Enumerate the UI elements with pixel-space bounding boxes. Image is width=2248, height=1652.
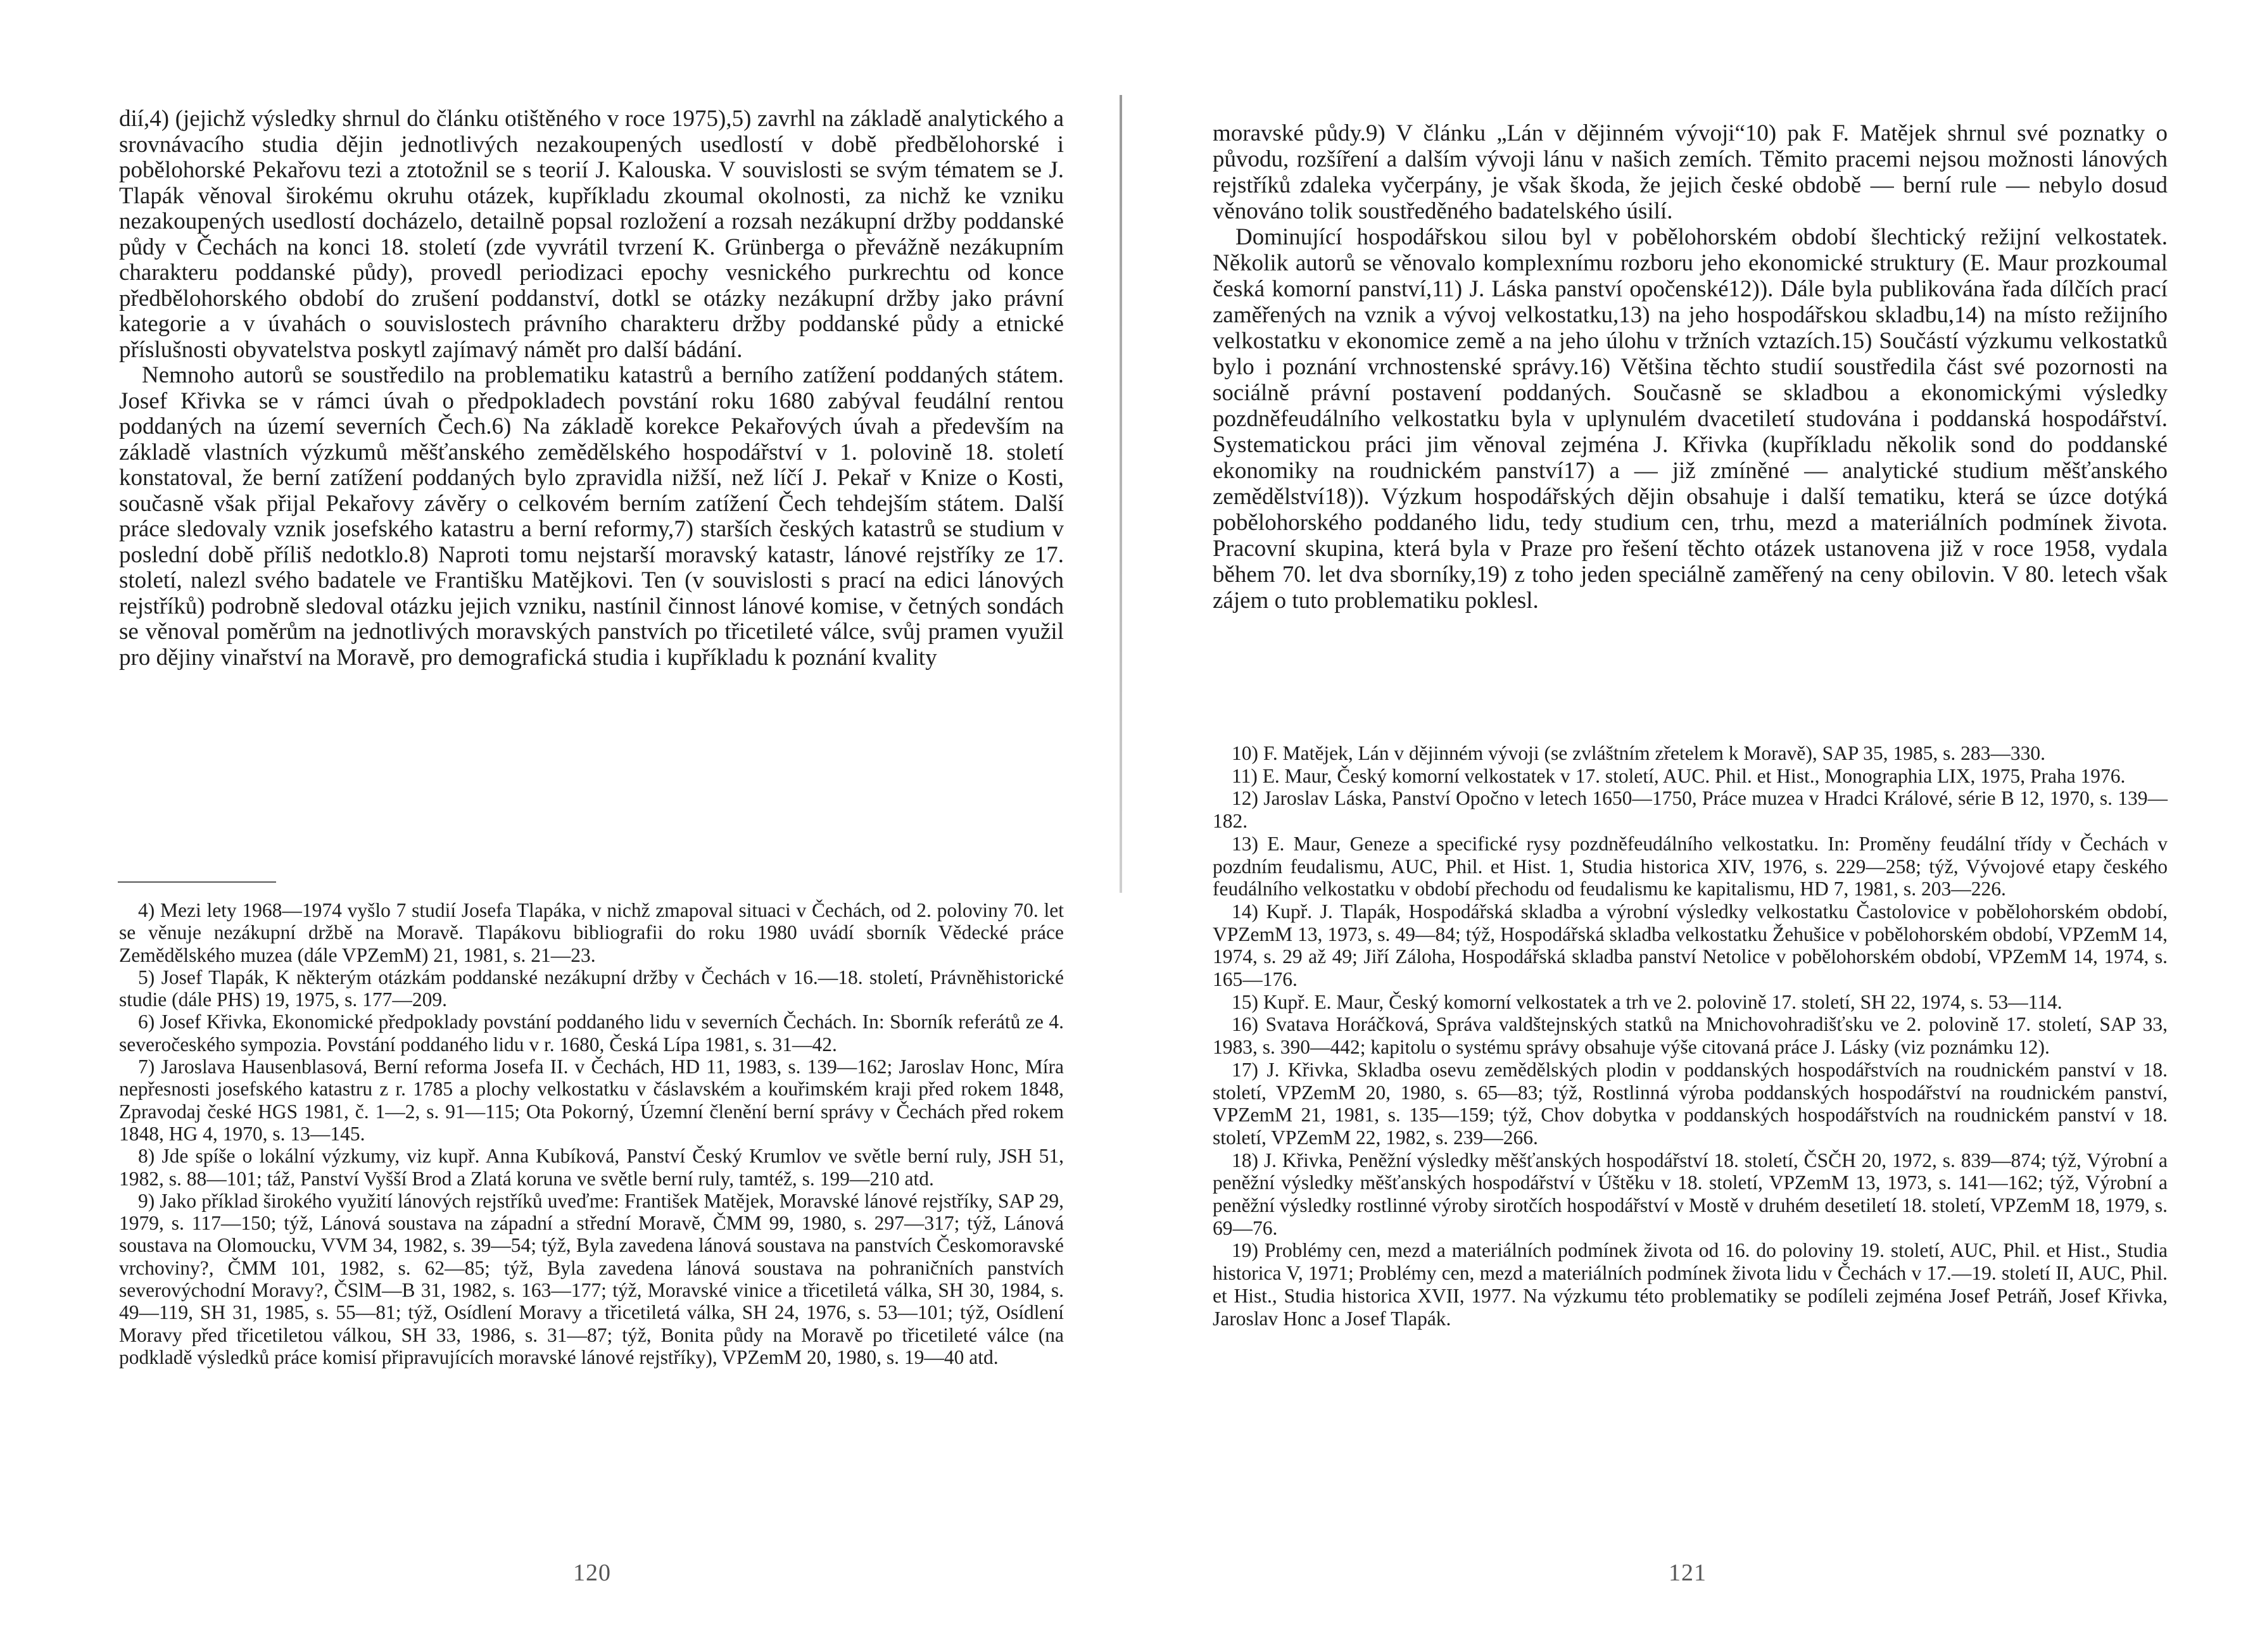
footnote: 11) E. Maur, Český komorní velkostatek v 17. století, AUC. Phil. et Hist., Monographia LIX, 1975, Praha 1976. (1232, 764, 2126, 787)
footnote: 10) F. Matějek, Lán v dějinném vývoji (se zvláštním zřetelem k Moravě), SAP 35, 1985, s. 283—330. (1232, 742, 2045, 764)
footnote: 16) Svatava Horáčková, Správa valdštejnských statků na Mnichovohradišťsku ve 2. polovině 17. století, SAP 33, 1983, s. 390—442; kapitolu o systému správy obsahuje výše citovaná práce J. Lásky (viz poznámku 12). (1213, 1013, 2168, 1059)
left-body-paragraph: dií,4) (jejichž výsledky shrnul do článku otištěného v roce 1975),5) zavrhl na základě analytického a srovnávacího studia dějin jednotlivých nezakoupených usedlostí v době předbělohorské i pobělohorské Pekařovu tezi a ztotožnil se s teorií J. Kalouska. V souvislosti se svým tématem se J. Tlapák věnoval širokému okruhu otázek, kupříkladu zkoumal okolnosti, za nichž ke vzniku nezakoupených usedlostí docházelo, detailně popsal rozložení a rozsah nezákupní držby poddanské půdy v Čechách na konci 18. století (zde vyvrátil tvrzení K. Grünberga o převážně nezákupním charakteru poddanské půdy), provedl periodizaci epochy vesnického purkrechtu od konce předbělohorského období do zrušení poddanství, dotkl se otázky nezákupní držby jako právní kategorie a v úvahách o souvislostech právního charakteru držby poddanské půdy a etnické příslušnosti obyvatelstva poskytl zajímavý námět pro další bádání. (119, 106, 1064, 363)
right-body-text (1213, 120, 2168, 614)
page-number: 120 (573, 1560, 611, 1586)
footnote-separator (118, 881, 276, 883)
left-body-text (119, 106, 1064, 671)
footnote: 4) Mezi lety 1968—1974 vyšlo 7 studií Josefa Tlapáka, v nichž zmapoval situaci v Čechách, od 2. poloviny 70. let se věnuje nezákupní držbě na Moravě. Tlapákovu bibliografii do roku 1980 uvádí sborník Vědecké práce Zemědělského muzea (dále VPZemM) 21, 1981, s. 21—23. (119, 899, 1064, 966)
footnote: 9) Jako příklad širokého využití lánových rejstříků uveďme: František Matějek, Moravské lánové rejstříky, SAP 29, 1979, s. 117—150; týž, Lánová soustava na západní a střední Moravě, ČMM 99, 1980, s. 297—317; týž, Lánová soustava na Olomoucku, VVM 34, 1982, s. 39—54; týž, Byla zavedena lánová soustava na panstvích Českomoravské vrchoviny?, ČMM 101, 1982, s. 62—85; týž, Byla zavedena lánová soustava na pohraničních panstvích severovýchodní Moravy?, ČSlM—B 31, 1982, s. 163—177; týž, Moravské vinice a třicetiletá válka, SH 30, 1984, s. 49—119, SH 31, 1985, s. 55—81; týž, Osídlení Moravy a třicetiletá válka, SH 24, 1976, s. 53—101; týž, Osídlení Moravy před třicetiletou válkou, SH 33, 1986, s. 31—87; týž, Bonita půdy na Moravě po třicetileté válce (na podkladě výsledků práce komisí připravujících moravské lánové rejstříky), VPZemM 20, 1980, s. 19—40 atd. (119, 1189, 1064, 1368)
footnote: 5) Josef Tlapák, K některým otázkám poddanské nezákupní držby v Čechách v 16.—18. století, Právněhistorické studie (dále PHS) 19, 1975, s. 177—209. (119, 966, 1064, 1011)
footnote: 14) Kupř. J. Tlapák, Hospodářská skladba a výrobní výsledky velkostatku Častolovice v pobělohorském období, VPZemM 13, 1973, s. 49—84; týž, Hospodářská skladba velkostatku Žehušice v pobělohorském období, VPZemM 14, 1974, s. 29 až 49; Jiří Záloha, Hospodářská skladba panství Netolice v pobělohorském období, VPZemM 14, 1974, s. 165—176. (1213, 900, 2168, 991)
footnote: 12) Jaroslav Láska, Panství Opočno v letech 1650—1750, Práce muzea v Hradci Králové, série B 12, 1970, s. 139—182. (1213, 787, 2168, 833)
footnote: 15) Kupř. E. Maur, Český komorní velkostatek a trh ve 2. polovině 17. století, SH 22, 1974, s. 53—114. (1232, 990, 2062, 1013)
right-footnotes (1213, 742, 2168, 1330)
page-number: 121 (1669, 1560, 1707, 1586)
footnote: 19) Problémy cen, mezd a materiálních podmínek života od 16. do poloviny 19. století, AUC, Phil. et Hist., Studia historica V, 1971; Problémy cen, mezd a materiálních podmínek života lidu v Čechách v 17.—19. století II, AUC, Phil. et Hist., Studia historica XVII, 1977. Na výzkumu této problematiky se podíleli zejména Josef Petráň, Josef Křivka, Jaroslav Honc a Josef Tlapák. (1213, 1239, 2168, 1330)
right-body-paragraph: Dominující hospodářskou silou byl v pobělohorském období šlechtický režijní velkostatek. Několik autorů se věnovalo komplexnímu rozboru jeho ekonomické struktury (E. Maur prozkoumal česká komorní panství,11) J. Láska panství opočenské12)). Dále byla publikována řada dílčích prací zaměřených na vznik a vývoj velkostatku,13) na jeho hospodářskou skladbu,14) na místo režijního velkostatku v ekonomice země a na jeho úlohu v tržních vztazích.15) Součástí výzkumu velkostatků bylo i poznání vrchnostenské správy.16) Většina těchto studií soustředila část své pozornosti na sociálně právní postavení poddaných. Současně se skladbou a ekonomickými výsledky pozdněfeudálního velkostatku byla v uplynulém dvacetiletí studována i poddanská hospodářství. Systematickou práci jim věnoval zejména J. Křivka (kupříkladu několik sond do poddanské ekonomiky na roudnickém panství17) a — již zmíněné — analytické studium měšťanského zemědělství18)). Výzkum hospodářských dějin obsahuje i další tematiku, která se úzce dotýká pobělohorského poddaného lidu, tedy studium cen, trhu, mezd a materiálních podmínek života. Pracovní skupina, která byla v Praze pro řešení těchto otázek ustanovena již v roce 1958, vydala během 70. let dva sborníky,19) z toho jeden speciálně zaměřený na ceny obilovin. V 80. letech však zájem o tuto problematiku poklesl. (1213, 224, 2168, 614)
left-body-paragraph: Nemnoho autorů se soustředilo na problematiku katastrů a berního zatížení poddaných státem. Josef Křivka se v rámci úvah o předpokladech povstání roku 1680 zabýval feudální rentou poddaných na území severních Čech.6) Na základě korekce Pekařových úvah a především na základě vlastních výzkumů měšťanského zemědělského hospodářství v 1. polovině 18. století konstatoval, že berní zatížení poddaných bylo zpravidla nižší, než líčí J. Pekař v Knize o Kosti, současně však přijal Pekařovy závěry o celkovém berním zatížení Čech tehdejším státem. Další práce sledovaly vznik josefského katastru a berní reformy,7) starších českých katastrů se studium v poslední době příliš nedotklo.8) Naproti tomu nejstarší moravský katastr, lánové rejstříky ze 17. století, nalezl svého badatele ve Františku Matějkovi. Ten (v souvislosti s prací na edici lánových rejstříků) podrobně sledoval otázku jejich vzniku, nastínil činnost lánové komise, v četných sondách se věnoval poměrům na jednotlivých moravských panstvích po třicetileté válce, svůj pramen využil pro dějiny vinařství na Moravě, pro demografická studia i kupříkladu k poznání kvality (119, 362, 1064, 671)
left-footnotes (119, 899, 1064, 1368)
footnote: 18) J. Křivka, Peněžní výsledky měšťanských hospodářství 18. století, ČSČH 20, 1972, s. 839—874; týž, Výrobní a peněžní výsledky měšťanských hospodářství v Úštěku v 18. století, VPZemM 13, 1973, s. 141—162; týž, Výrobní a peněžní výsledky rostlinné výroby sirotčích hospodářství v Mostě v druhém desetiletí 18. století, VPZemM 18, 1979, s. 69—76. (1213, 1149, 2168, 1239)
footnote: 8) Jde spíše o lokální výzkumy, viz kupř. Anna Kubíková, Panství Český Krumlov ve světle berní ruly, JSH 51, 1982, s. 88—101; táž, Panství Vyšší Brod a Zlatá koruna ve světle berní ruly, tamtéž, s. 199—210 atd. (119, 1145, 1064, 1190)
footnote: 13) E. Maur, Geneze a specifické rysy pozdněfeudálního velkostatku. In: Proměny feudální třídy v Čechách v pozdním feudalismu, AUC, Phil. et Hist. 1, Studia historica XIV, 1976, s. 229—258; týž, Vývojové etapy českého feudálního velkostatku v období přechodu od feudalismu ke kapitalismu, HD 7, 1981, s. 203—226. (1213, 832, 2168, 900)
right-body-paragraph: moravské půdy.9) V článku „Lán v dějinném vývoji“10) pak F. Matějek shrnul své poznatky o původu, rozšíření a dalším vývoji lánu v našich zemích. Těmito pracemi nejsou možnosti lánových rejstříků zdaleka vyčerpány, je však škoda, že jejich české obdobě — berní rule — nebylo dosud věnováno tolik soustředěného badatelského úsilí. (1213, 120, 2168, 224)
footnote: 17) J. Křivka, Skladba osevu zemědělských plodin v poddanských hospodářstvích na roudnickém panství v 18. století, VPZemM 20, 1980, s. 65—83; týž, Rostlinná výroba poddanských hospodářství na roudnickém panství, VPZemM 21, 1981, s. 135—159; týž, Chov dobytka v poddanských hospodářstvích na roudnickém panství v 18. století, VPZemM 22, 1982, s. 239—266. (1213, 1058, 2168, 1149)
footnote: 7) Jaroslava Hausenblasová, Berní reforma Josefa II. v Čechách, HD 11, 1983, s. 139—162; Jaroslav Honc, Míra nepřesnosti josefského katastru z r. 1785 a plochy velkostatku v čáslavském a kouřimském kraji před rokem 1848, Zpravodaj české HGS 1981, č. 1—2, s. 91—115; Ota Pokorný, Územní členění berní správy v Čechách před rokem 1848, HG 4, 1970, s. 13—145. (119, 1056, 1064, 1145)
footnote: 6) Josef Křivka, Ekonomické předpoklady povstání poddaného lidu v severních Čechách. In: Sborník referátů ze 4. severočeského sympozia. Povstání poddaného lidu v r. 1680, Česká Lípa 1981, s. 31—42. (119, 1011, 1064, 1056)
right-page (1124, 0, 2248, 1652)
